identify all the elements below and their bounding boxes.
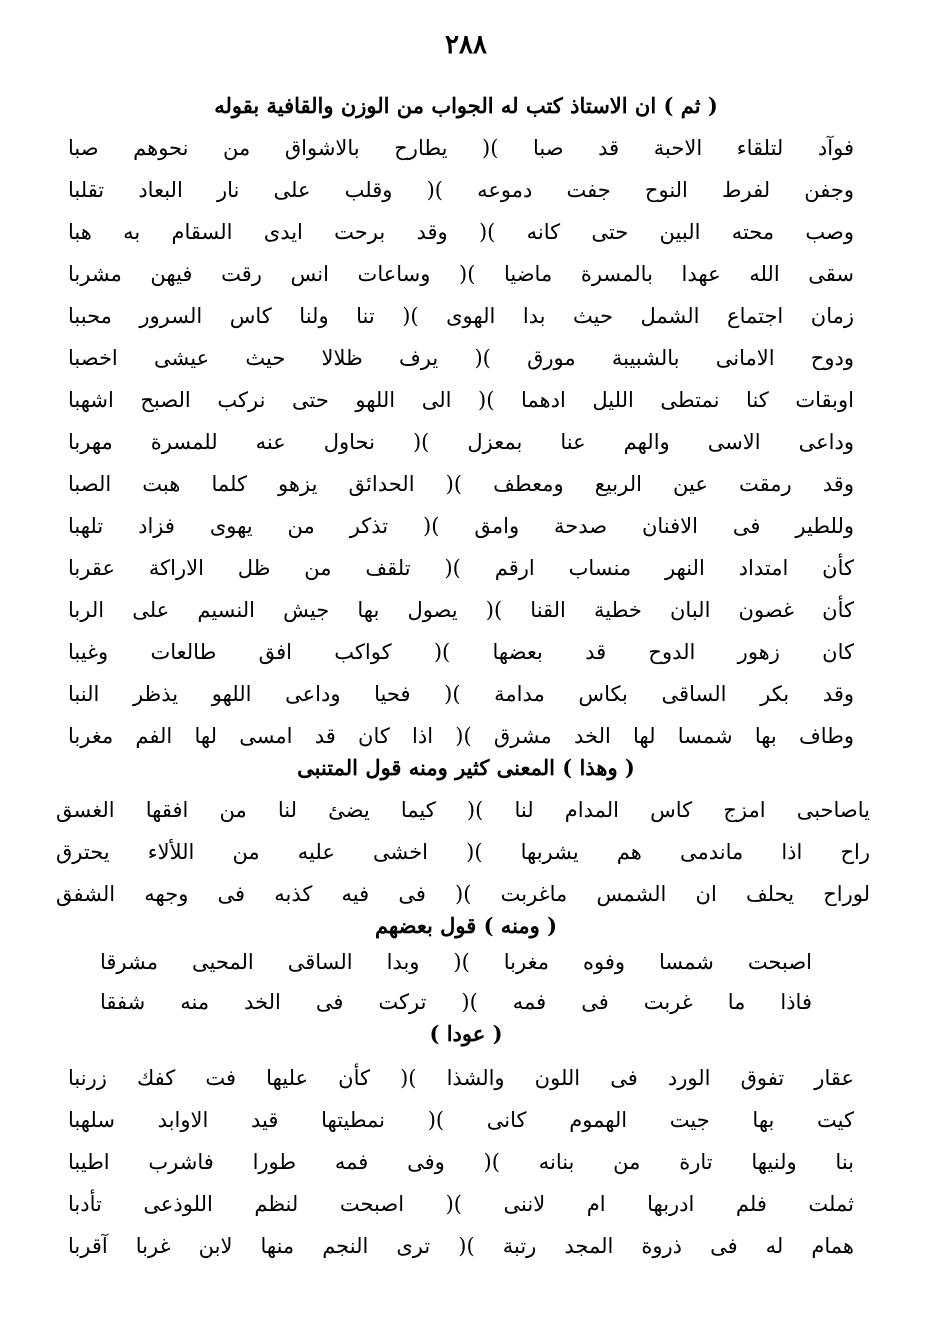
- poem-verse: وطاف بها شمسا لها الخد مشرق )( اذا كان قد امسى لها الفم مغربا: [68, 724, 854, 748]
- poem-verse: وللطير فى الافنان صدحة وامق )( تذكر من يهوى فزاد تلهبا: [68, 514, 854, 538]
- poem-verse: كأن امتداد النهر منساب ارقم )( تلقف من ظل الاراكة عقربا: [68, 556, 854, 580]
- poem-verse: همام له فى ذروة المجد رتبة )( ترى النجم منها لابن غربا آقربا: [68, 1234, 854, 1258]
- poem-verse: وجفن لفرط النوح جفت دموعه )( وقلب على نار البعاد تقلبا: [68, 178, 854, 202]
- section-intro-line: ( ثم ) ان الاستاذ كتب له الجواب من الوزن والقافية بقوله: [214, 93, 718, 118]
- poem-verse: بنا ولنيها تارة من بنانه )( وفى فمه طورا فاشرب اطيبا: [68, 1150, 854, 1174]
- quoted-verse: فاذا ما غربت فى فمه )( تركت فى الخد منه شفقا: [100, 990, 812, 1014]
- poem-verse: كان زهور الدوح قد بعضها )( كواكب افق طالعات وغيبا: [68, 640, 854, 664]
- poem-verse: عقار تفوق الورد فى اللون والشذا )( كأن عليها فت كفك زرنبا: [68, 1066, 854, 1090]
- poem-verse: وقد رمقت عين الربيع ومعطف )( الحدائق يزهو كلما هبت الصبا: [68, 472, 854, 496]
- poem-verse: وصب محته البين حتى كانه )( وقد برحت ايدى السقام به هبا: [68, 220, 854, 244]
- page-number: ٢٨٨: [445, 30, 487, 60]
- poem-verse: فوآد لتلقاء الاحبة قد صبا )( يطارح بالاشواق من نحوهم صبا: [68, 136, 854, 160]
- quoted-verse: لوراح يحلف ان الشمس ماغربت )( فى فيه كذبه فى وجهه الشفق: [56, 882, 870, 906]
- quoted-verse: راح اذا ماندمى هم يشربها )( اخشى عليه من اللألاء يحترق: [56, 840, 870, 864]
- poem-verse: كأن غصون البان خطية القنا )( يصول بها جيش النسيم على الربا: [68, 598, 854, 622]
- poem-verse: ثملت فلم ادربها ام لاننى )( اصبحت لنظم اللوذعى تأدبا: [68, 1192, 854, 1216]
- section-heading: ( ومنه ) قول بعضهم: [374, 913, 558, 938]
- section-heading: ( عودا ): [429, 1021, 503, 1046]
- quoted-verse: اصبحت شمسا وفوه مغربا )( وبدا الساقى المحيى مشرقا: [100, 950, 812, 974]
- poem-verse: ودوح الامانى بالشبيبة مورق )( يرف ظلالا حيث عيشى اخصبا: [68, 346, 854, 370]
- poem-verse: زمان اجتماع الشمل حيث بدا الهوى )( تنا ولنا كاس السرور محببا: [68, 304, 854, 328]
- poem-verse: اوبقات كنا نمتطى الليل ادهما )( الى اللهو حتى نركب الصبح اشهبا: [68, 388, 854, 412]
- quoted-verse: ياصاحبى امزج كاس المدام لنا )( كيما يضئ لنا من افقها الغسق: [56, 798, 870, 822]
- poem-verse: كيت بها جيت الهموم كانى )( نمطيتها قيد الاوابد سلهبا: [68, 1108, 854, 1132]
- section-heading: ( وهذا ) المعنى كثير ومنه قول المتنبى: [297, 755, 635, 780]
- poem-verse: وقد بكر الساقى بكاس مدامة )( فحيا وداعى اللهو يذظر النبا: [68, 682, 854, 706]
- poem-verse: وداعى الاسى والهم عنا بمعزل )( نحاول عنه للمسرة مهربا: [68, 430, 854, 454]
- poem-verse: سقى الله عهدا بالمسرة ماضيا )( وساعات انس رقت فيهن مشربا: [68, 262, 854, 286]
